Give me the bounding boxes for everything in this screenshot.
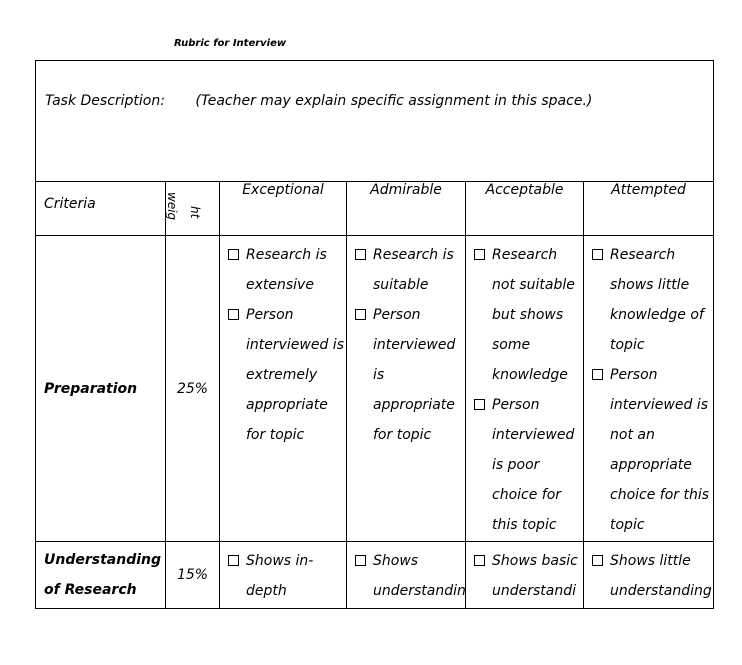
rubric-item-text: Person interviewed is not an appropriate choice for this topic	[610, 367, 710, 533]
level-cell	[584, 542, 714, 609]
checkbox-icon	[474, 249, 485, 260]
task-row	[36, 61, 714, 182]
rubric-item	[355, 546, 465, 606]
rubric-item-text: Shows in-depth	[246, 553, 314, 599]
checkbox-icon	[355, 309, 366, 320]
weight-header-part1: weig	[165, 192, 179, 221]
checkbox-icon	[474, 555, 485, 566]
level-header-attempted: Attempted	[584, 182, 714, 236]
checkbox-icon	[355, 555, 366, 566]
level-cell	[466, 236, 584, 542]
table-row	[36, 542, 714, 609]
level-header-acceptable: Acceptable	[466, 182, 584, 236]
level-header-exceptional: Exceptional	[220, 182, 347, 236]
document-title: Rubric for Interview	[174, 38, 287, 49]
checkbox-icon	[228, 555, 239, 566]
rubric-item	[355, 300, 465, 450]
criteria-header-label: Criteria	[44, 196, 96, 212]
checkbox-icon	[474, 399, 485, 410]
rubric-item-text: Shows understandin	[373, 553, 466, 599]
criteria-header	[36, 182, 166, 236]
checkbox-icon	[228, 249, 239, 260]
criterion-name: Understanding of Research	[36, 542, 166, 609]
rubric-item-text: Shows basic understandi	[492, 553, 578, 599]
checkbox-icon	[592, 369, 603, 380]
task-description-cell	[36, 61, 714, 182]
rubric-item	[228, 240, 346, 300]
rubric-item	[592, 546, 713, 606]
weight-header-part2: ht	[188, 206, 202, 219]
level-cell	[347, 236, 466, 542]
rubric-item-text: Research is suitable	[373, 247, 454, 293]
rubric-table	[35, 60, 714, 609]
rubric-item-text: Shows little understanding	[610, 553, 712, 599]
rubric-item-text: Research shows little knowledge of topic	[610, 247, 704, 353]
level-header-admirable: Admirable	[347, 182, 466, 236]
task-description-label: Task Description:	[45, 93, 165, 109]
rubric-item-text: Person interviewed is poor choice for this topic	[492, 397, 575, 533]
rubric-item	[355, 240, 465, 300]
rubric-item	[592, 360, 713, 540]
rubric-item-text: Person interviewed is appropriate for topic	[373, 307, 456, 443]
level-cell	[347, 542, 466, 609]
rubric-item	[228, 546, 346, 606]
checkbox-icon	[228, 309, 239, 320]
checkbox-icon	[592, 249, 603, 260]
level-cell	[220, 542, 347, 609]
table-row	[36, 236, 714, 542]
rubric-item	[474, 240, 583, 390]
criterion-name: Preparation	[36, 236, 166, 542]
rubric-item-text: Person interviewed is extremely appropriate for topic	[246, 307, 344, 443]
checkbox-icon	[355, 249, 366, 260]
header-row	[36, 182, 714, 236]
level-cell	[466, 542, 584, 609]
rubric-item-text: Research not suitable but shows some knowledge	[492, 247, 575, 383]
rubric-item	[474, 546, 583, 606]
criterion-weight: 15%	[166, 542, 220, 609]
weight-header	[166, 182, 220, 236]
rubric-item	[228, 300, 346, 450]
rubric-item	[592, 240, 713, 360]
task-description-text: (Teacher may explain specific assignment in this space.)	[195, 93, 593, 109]
rubric-item-text: Research is extensive	[246, 247, 327, 293]
checkbox-icon	[592, 555, 603, 566]
level-cell	[584, 236, 714, 542]
rubric-item	[474, 390, 583, 540]
criterion-weight: 25%	[166, 236, 220, 542]
level-cell	[220, 236, 347, 542]
